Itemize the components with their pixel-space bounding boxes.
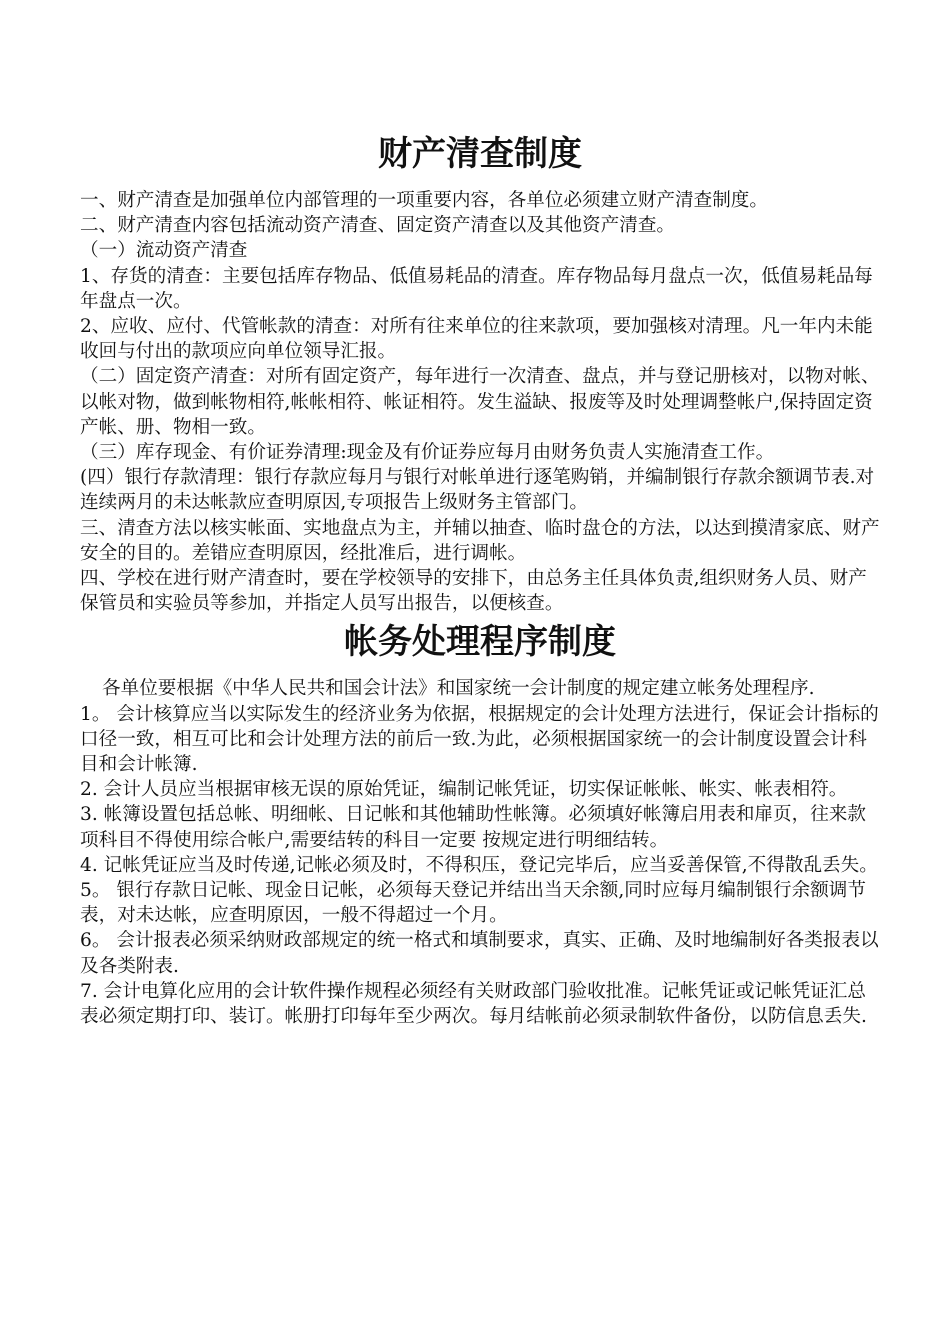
section1-paragraph: 三、清查方法以核实帐面、实地盘点为主，并辅以抽查、临时盘仓的方法，以达到摸清家底、财产安全的目的。差错应查明原因，经批准后，进行调帐。 xyxy=(80,517,880,564)
section1-paragraph: 四、学校在进行财产清查时，要在学校领导的安排下，由总务主任具体负责,组织财务人员、财产保管员和实验员等参加，并指定人员写出报告，以便核查。 xyxy=(80,568,867,615)
section1-paragraph: 2、应收、应付、代管帐款的清查：对所有往来单位的往来款项，要加强核对清理。凡一年内未能收回与付出的款项应向单位领导汇报。 xyxy=(80,316,873,363)
document-page xyxy=(80,120,880,1029)
section1-paragraph: （三）库存现金、有价证券清理:现金及有价证券应每月由财务负责人实施清查工作。 xyxy=(80,442,775,464)
section1-paragraph: （二）固定资产清查：对所有固定资产，每年进行一次清查、盘点，并与登记册核对，以物对帐、以帐对物，做到帐物相符,帐帐相符、帐证相符。发生溢缺、报废等及时处理调整帐户,保持固定资产帐、册、物相一致。 xyxy=(80,366,880,438)
section2-title: 帐务处理程序制度 xyxy=(344,622,616,663)
section2-body xyxy=(80,676,880,1029)
section2-paragraph: 2. 会计人员应当根据审核无误的原始凭证，编制记帐凭证，切实保证帐帐、帐实、帐表相符。 xyxy=(80,779,848,801)
section1-title: 财产清查制度 xyxy=(378,134,582,174)
section2-paragraph: 3. 帐簿设置包括总帐、明细帐、日记帐和其他辅助性帐簿。必须填好帐簿启用表和扉页，往来款项科目不得使用综合帐户,需要结转的科目一定要 按规定进行明细结转。 xyxy=(80,804,866,851)
section1-paragraph: 1、存货的清查：主要包括库存物品、低值易耗品的清查。库存物品每月盘点一次，低值易耗品每年盘点一次。 xyxy=(80,265,873,312)
section2-paragraph: 1。 会计核算应当以实际发生的经济业务为依据，根据规定的会计处理方法进行，保证会计指标的口径一致，相互可比和会计处理方法的前后一致.为此，必须根据国家统一的会计制度设置会计科目和会计帐簿. xyxy=(80,703,879,776)
section2-intro: 各单位要根据《中华人民共和国会计法》和国家统一会计制度的规定建立帐务处理程序. xyxy=(102,678,815,700)
section1-body xyxy=(80,188,880,616)
section1-paragraph: 二、财产清查内容包括流动资产清查、固定资产清查以及其他资产清查。 xyxy=(80,215,676,237)
section2-paragraph: 6。 会计报表必须采纳财政部规定的统一格式和填制要求，真实、正确、及时地编制好各类报表以及各类附表. xyxy=(80,930,879,977)
section2-paragraph: 4. 记帐凭证应当及时传递,记帐必须及时，不得积压，登记完毕后，应当妥善保管,不得散乱丢失。 xyxy=(80,854,878,876)
section1-paragraph: 一、财产清查是加强单位内部管理的一项重要内容，各单位必须建立财产清查制度。 xyxy=(80,190,768,211)
section1-paragraph: （一）流动资产清查 xyxy=(80,240,248,262)
section2-paragraph: 7. 会计电算化应用的会计软件操作规程必须经有关财政部门验收批准。记帐凭证或记帐凭证汇总表必须定期打印、装订。帐册打印每年至少两次。每月结帐前必须录制软件备份，以防信息丢失. xyxy=(80,980,867,1028)
section2-paragraph: 5。 银行存款日记帐、现金日记帐，必须每天登记并结出当天余额,同时应每月编制银行余额调节表，对未达帐，应查明原因，一般不得超过一个月。 xyxy=(80,880,866,927)
section1-paragraph: (四）银行存款清理：银行存款应每月与银行对帐单进行逐笔购销，并编制银行存款余额调节表.对连续两月的未达帐款应查明原因,专项报告上级财务主管部门。 xyxy=(80,467,875,514)
